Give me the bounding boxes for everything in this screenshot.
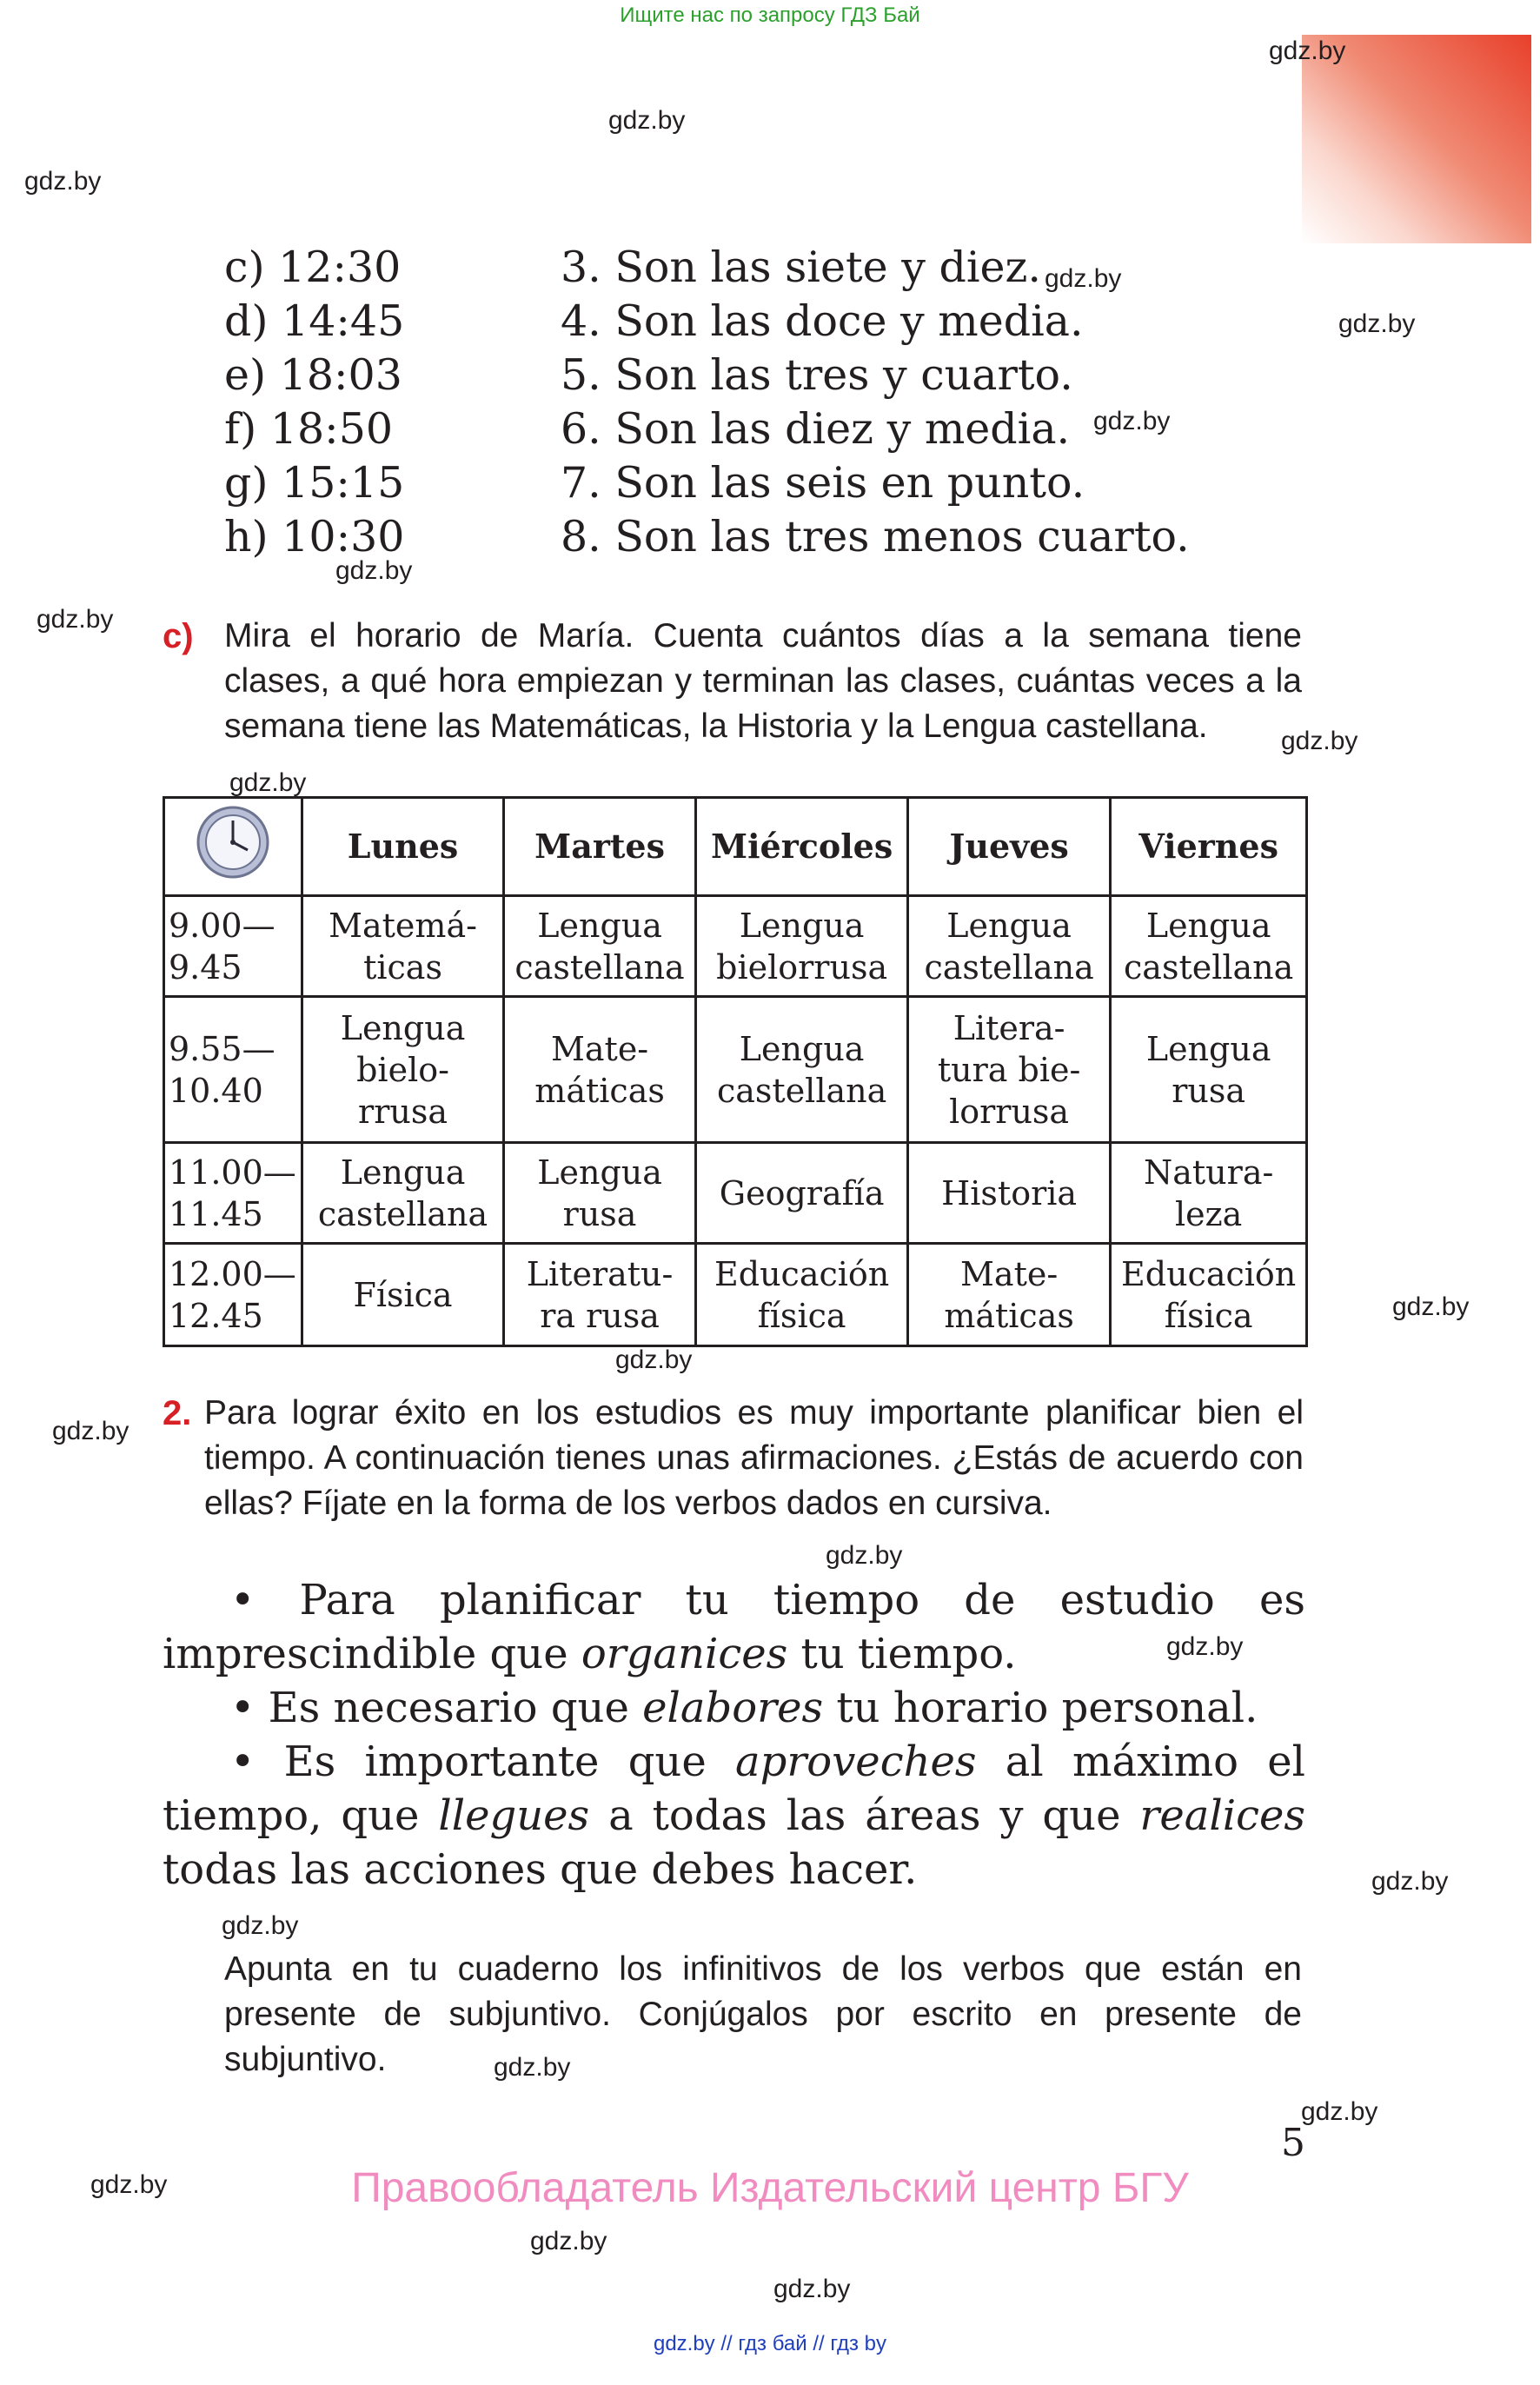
time-item: c) 12:30	[224, 242, 402, 292]
watermark: gdz.by	[1093, 407, 1171, 435]
watermark: gdz.by	[615, 1345, 693, 1374]
subject-cell: Física	[302, 1244, 503, 1346]
watermark: gdz.by	[1371, 1867, 1449, 1896]
watermark: gdz.by	[24, 167, 102, 196]
statement-3: • Es importante que aproveches al máximo el tiempo, que llegues a todas las áreas y que realices todas las acciones que debes hacer.	[163, 1737, 1306, 1894]
time-item: h) 10:30	[224, 512, 405, 561]
header-miercoles: Miércoles	[696, 798, 907, 896]
corner-decoration	[1302, 35, 1531, 243]
subject-cell: Lengua castellana	[907, 896, 1110, 997]
subject-cell: Historia	[907, 1143, 1110, 1244]
phrase-item: 6. Son las diez y media.	[561, 404, 1071, 454]
watermark: gdz.by	[1281, 727, 1358, 755]
clock-cell	[164, 798, 302, 896]
header-jueves: Jueves	[907, 798, 1110, 896]
subject-cell: Lengua castellana	[302, 1143, 503, 1244]
schedule-table	[163, 796, 1308, 1347]
schedule-header-row	[164, 798, 1307, 896]
subject-cell: Mate- máticas	[907, 1244, 1110, 1346]
schedule-row	[164, 1244, 1307, 1346]
bottom-links[interactable]: gdz.by // гдз бай // гдз by	[653, 2332, 887, 2355]
watermark: gdz.by	[335, 556, 413, 585]
schedule-row	[164, 1143, 1307, 1244]
watermark: gdz.by	[222, 1911, 299, 1940]
watermark: gdz.by	[52, 1417, 129, 1445]
watermark: gdz.by	[1166, 1632, 1244, 1661]
copyright-holder: Правообладатель Издательский центр БГУ	[351, 2165, 1189, 2211]
watermark: gdz.by	[1338, 309, 1416, 338]
subject-cell: Lengua castellana	[696, 997, 907, 1143]
time-slot: 9.00— 9.45	[164, 896, 302, 997]
subject-cell: Lengua rusa	[503, 1143, 696, 1244]
phrases-column	[561, 241, 1190, 564]
task2-text: Para lograr éxito en los estudios es muy importante planificar bien el tiempo. A continuación tienes unas afirmaciones. ¿Estás de acuerdo con ellas? Fíjate en la forma de los verbos dados en cursiva.	[204, 1394, 1304, 1522]
watermark: gdz.by	[1301, 2097, 1378, 2126]
phrase-item: 7. Son las seis en punto.	[561, 458, 1085, 508]
header-lunes: Lunes	[302, 798, 503, 896]
section-c-text: Mira el horario de María. Cuenta cuántos días a la semana tiene clases, a qué hora empiezan y terminan las clases, cuántas veces a la semana tiene las Matemáticas, la Historia y la Lengua castellana.	[224, 617, 1302, 745]
subject-cell: Litera- tura bie- lorrusa	[907, 997, 1110, 1143]
watermark: gdz.by	[37, 605, 114, 634]
watermark: gdz.by	[608, 106, 686, 135]
instruction-text: Apunta en tu cuaderno los infinitivos de los verbos que están en presente de subjuntivo. Conjúgalos por escrito en presente de subjuntivo.	[224, 1950, 1302, 2078]
schedule-row	[164, 896, 1307, 997]
watermark: gdz.by	[826, 1541, 903, 1570]
statements-block	[163, 1573, 1305, 1897]
statement-1: • Para planificar tu tiempo de estudio es imprescindible que organices tu tiempo.	[163, 1576, 1305, 1678]
subject-cell: Matemá- ticas	[302, 896, 503, 997]
subject-cell: Lengua bielo- rrusa	[302, 997, 503, 1143]
subject-cell: Geografía	[696, 1143, 907, 1244]
page-number: 5	[1281, 2121, 1305, 2165]
time-item: d) 14:45	[224, 296, 405, 346]
watermark: gdz.by	[1045, 264, 1122, 293]
subject-cell: Lengua bielorrusa	[696, 896, 907, 997]
watermark: gdz.by	[773, 2275, 851, 2303]
subject-cell: Educación física	[1111, 1244, 1307, 1346]
top-note: Ищите нас по запросу ГДЗ Бай	[620, 3, 920, 27]
time-item: e) 18:03	[224, 350, 402, 400]
subject-cell: Mate- máticas	[503, 997, 696, 1143]
subject-cell: Lengua rusa	[1111, 997, 1307, 1143]
watermark: gdz.by	[1269, 37, 1346, 65]
subject-cell: Lengua castellana	[503, 896, 696, 997]
watermark: gdz.by	[90, 2170, 168, 2199]
watermark: gdz.by	[530, 2227, 607, 2255]
time-slot: 11.00— 11.45	[164, 1143, 302, 1244]
statement-2: • Es necesario que elabores tu horario personal.	[230, 1684, 1258, 1732]
time-item: f) 18:50	[224, 404, 394, 454]
subject-cell: Lengua castellana	[1111, 896, 1307, 997]
subject-cell: Literatu- ra rusa	[503, 1244, 696, 1346]
task2-label: 2.	[163, 1394, 192, 1432]
section-c-label: c)	[163, 617, 194, 655]
time-slot: 9.55— 10.40	[164, 997, 302, 1143]
header-martes: Martes	[503, 798, 696, 896]
watermark: gdz.by	[1392, 1292, 1470, 1321]
clock-icon	[196, 805, 270, 880]
times-column	[224, 241, 404, 564]
phrase-item: 5. Son las tres y cuarto.	[561, 350, 1073, 400]
time-slot: 12.00— 12.45	[164, 1244, 302, 1346]
phrase-item: 3. Son las siete y diez.	[561, 242, 1041, 292]
phrase-item: 4. Son las doce y media.	[561, 296, 1084, 346]
subject-cell: Educación física	[696, 1244, 907, 1346]
time-item: g) 15:15	[224, 458, 405, 508]
subject-cell: Natura- leza	[1111, 1143, 1307, 1244]
watermark: gdz.by	[229, 768, 307, 797]
schedule-row	[164, 997, 1307, 1143]
header-viernes: Viernes	[1111, 798, 1307, 896]
watermark: gdz.by	[494, 2053, 571, 2082]
phrase-item: 8. Son las tres menos cuarto.	[561, 512, 1190, 561]
